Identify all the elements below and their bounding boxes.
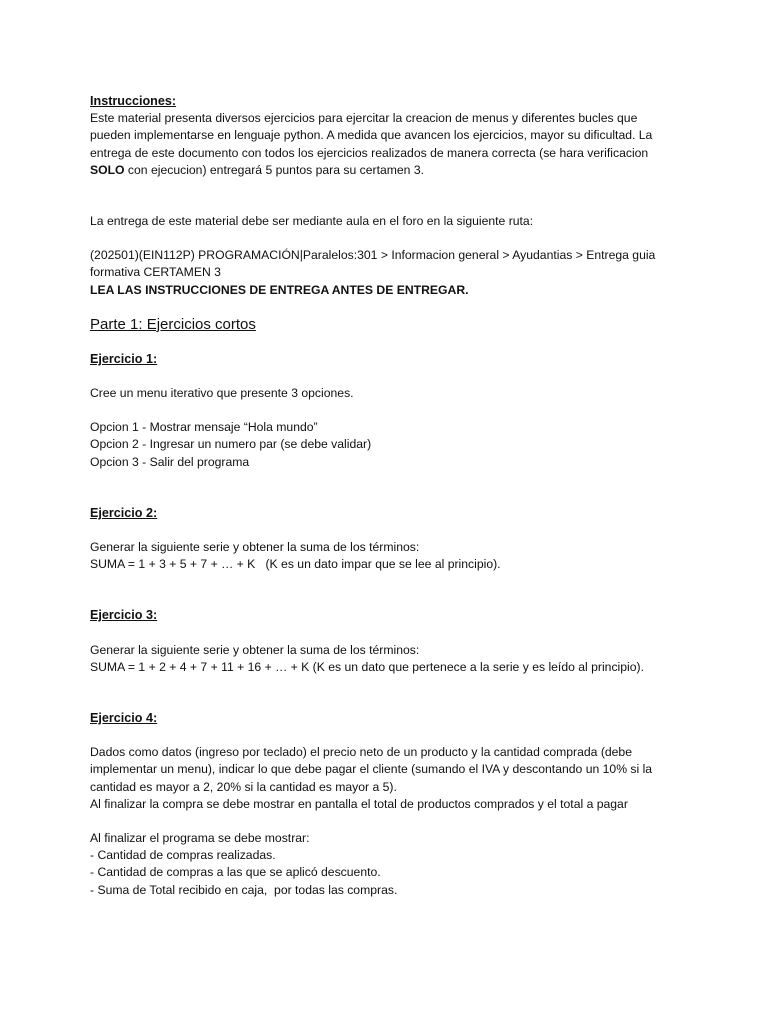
- spacer: [90, 813, 690, 830]
- exercise-1-option-3: Opcion 3 - Salir del programa: [90, 454, 250, 469]
- document-page: [90, 93, 690, 899]
- exercise-1-option-2: Opcion 2 - Ingresar un numero par (se debe validar): [90, 437, 372, 452]
- instructions-line-4: [90, 162, 690, 179]
- instructions-line-2: pueden implementarse en lenguaje python. A medida que avancen los ejercicios, mayor su dificultad. La: [90, 128, 653, 143]
- spacer: [90, 471, 690, 505]
- part1-heading: Parte 1: Ejercicios cortos: [90, 315, 256, 333]
- spacer: [90, 625, 690, 642]
- spacer: [90, 522, 690, 539]
- spacer: [90, 727, 690, 744]
- exercise-2-text: [90, 539, 690, 573]
- exercise-4-bullet-1: - Cantidad de compras realizadas.: [90, 848, 276, 863]
- exercise-3-line-2: SUMA = 1 + 2 + 4 + 7 + 11 + 16 + … + K (K es un dato que pertenece a la serie y es leído al principio).: [90, 659, 644, 674]
- instructions-line-4-rest: con ejecucion) entregará 5 puntos para su certamen 3.: [124, 162, 424, 177]
- route-line-1: (202501)(EIN112P) PROGRAMACIÓN|Paralelos:301 > Informacion general > Ayudantias > Entrega guia: [90, 248, 656, 263]
- route-line-2: formativa CERTAMEN 3: [90, 265, 221, 280]
- exercise-4-line-3: cantidad es mayor a 2, 20% si la cantidad es mayor a 5).: [90, 779, 397, 794]
- spacer: [90, 179, 690, 213]
- exercise-2-line-2: SUMA = 1 + 3 + 5 + 7 + … + K (K es un dato impar que se lee al principio).: [90, 557, 501, 572]
- exercise-4-line-2: implementar un menu), indicar lo que debe pagar el cliente (sumando el IVA y descontando un 10% si la: [90, 762, 653, 777]
- spacer: [90, 230, 690, 247]
- exercise-4-summary-intro: Al finalizar el programa se debe mostrar:: [90, 831, 310, 846]
- exercise-3-line-1: Generar la siguiente serie y obtener la suma de los términos:: [90, 642, 420, 657]
- delivery-text: La entrega de este material debe ser mediante aula en el foro en la siguiente ruta:: [90, 214, 534, 229]
- spacer: [90, 368, 690, 385]
- delivery-warning: LEA LAS INSTRUCCIONES DE ENTREGA ANTES DE ENTREGAR.: [90, 282, 469, 297]
- exercise-3-heading: Ejercicio 3:: [90, 608, 158, 623]
- spacer: [90, 573, 690, 607]
- exercise-4-line-1: Dados como datos (ingreso por teclado) el precio neto de un producto y la cantidad comprada (debe: [90, 745, 632, 760]
- exercise-4-line-4: Al finalizar la compra se debe mostrar en pantalla el total de productos comprados y el total a pagar: [90, 796, 628, 811]
- spacer: [90, 335, 690, 351]
- exercise-4-bullet-2: - Cantidad de compras a las que se aplicó descuento.: [90, 865, 381, 880]
- exercise-3-text: [90, 642, 690, 676]
- exercise-1-intro: Cree un menu iterativo que presente 3 opciones.: [90, 386, 354, 401]
- exercise-2-line-1: Generar la siguiente serie y obtener la suma de los términos:: [90, 540, 420, 555]
- spacer: [90, 676, 690, 710]
- exercise-4-paragraph-1: [90, 744, 690, 813]
- exercise-4-paragraph-2: [90, 830, 690, 899]
- exercise-4-bullet-3: - Suma de Total recibido en caja, por todas las compras.: [90, 882, 398, 897]
- exercise-1-heading: Ejercicio 1:: [90, 351, 158, 366]
- instructions-line-3: entrega de este documento con todos los ejercicios realizados de manera correcta (se hara verificacion: [90, 145, 649, 160]
- spacer: [90, 299, 690, 315]
- exercise-4-heading: Ejercicio 4:: [90, 711, 158, 726]
- instructions-heading: Instrucciones:: [90, 94, 177, 108]
- delivery-route: [90, 247, 690, 299]
- instructions-line-1: Este material presenta diversos ejercicios para ejercitar la creacion de menus y diferentes bucles que: [90, 111, 638, 126]
- exercise-1-options: [90, 419, 690, 471]
- exercise-1-option-1: Opcion 1 - Mostrar mensaje “Hola mundo”: [90, 420, 318, 435]
- exercise-2-heading: Ejercicio 2:: [90, 505, 158, 520]
- spacer: [90, 402, 690, 419]
- instructions-paragraph: [90, 110, 690, 179]
- solo-bold-text: SOLO: [90, 162, 125, 177]
